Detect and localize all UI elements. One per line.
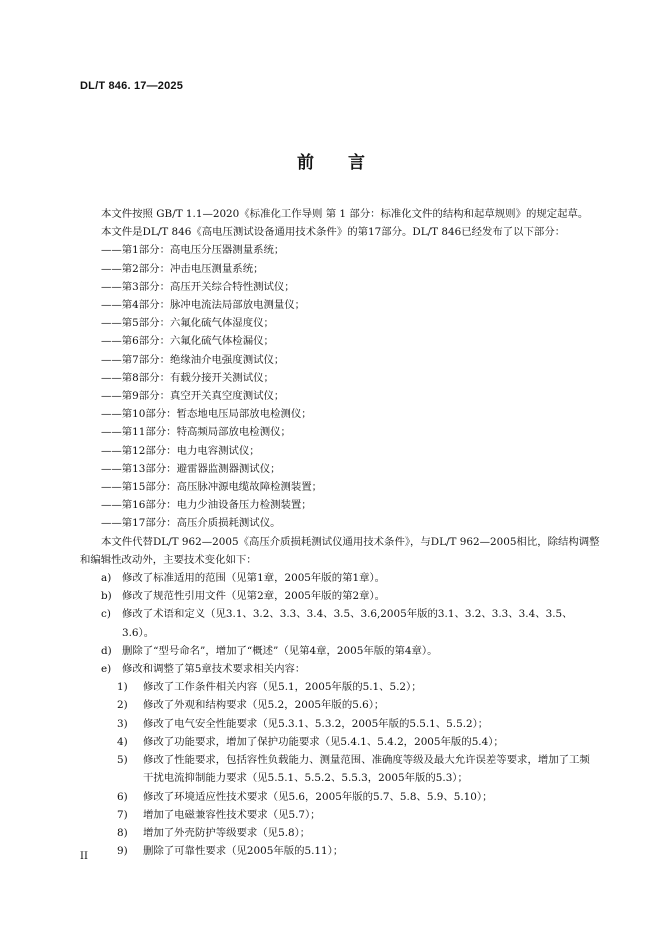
subchange-item-text: 修改了外观和结构要求（见5.2，2005年版的5.6）； [143,699,385,712]
subchange-item-number: 5) [117,754,128,767]
list-item: ——第12部分：电力电容测试仪； [101,444,260,457]
document-body [80,205,600,860]
subchanges-list [80,678,600,860]
subchange-item [80,678,600,696]
subchange-item [80,824,600,842]
list-item: ——第1部分：高电压分压器测量系统； [101,244,285,257]
list-item: ——第11部分：特高频局部放电检测仪； [101,426,291,439]
subchange-item-text: 修改了功能要求，增加了保护功能要求（见5.4.1、5.4.2，2005年版的5.4）； [143,735,504,748]
subchange-item-number: 8) [117,826,128,839]
title-char-2: 言 [348,153,365,173]
subchange-item [80,751,600,787]
change-item [80,587,600,605]
intro-paragraph-2: 本文件是DL/T 846《高电压测试设备通用技术条件》的第17部分。DL/T 846已经发布了以下部分： [101,226,566,239]
subchange-item-text: 修改了环境适应性技术要求（见5.6，2005年版的5.7、5.8、5.9、5.10）； [143,790,493,803]
list-item: ——第5部分：六氟化硫气体湿度仪； [101,317,274,330]
subchange-item-number: 9) [117,845,128,858]
list-item: ——第10部分：暂态地电压局部放电检测仪； [101,408,312,421]
subchange-item [80,806,600,824]
change-item-number: e) [101,663,112,676]
list-item: ——第13部分：避雷器监测器测试仪； [101,462,281,475]
changes-list [80,569,600,678]
change-item [80,642,600,660]
subchange-item-number: 1) [117,681,128,694]
list-item: ——第3部分：高压开关综合特性测试仪； [101,280,295,293]
change-item [80,660,600,678]
title-char-1: 前 [297,153,314,173]
list-item: ——第15部分：高压脉冲源电缆故障检测装置； [101,481,323,494]
change-item-text: 修改了术语和定义（见3.1、3.2、3.3、3.4、3.5、3.6,2005年版的3.1、3.2、3.3、3.4、3.5、3.6）。 [122,608,573,639]
subchange-item [80,788,600,806]
change-item-text: 修改和调整了第5章技术要求相关内容： [122,663,306,676]
list-item: ——第2部分：冲击电压测量系统； [101,262,264,275]
change-item [80,605,600,641]
change-item-text: 删除了“型号命名”，增加了“概述”（见第4章，2005年版的第4章）。 [122,644,438,657]
intro-paragraph-1: 本文件按照 GB/T 1.1—2020《标准化工作导则 第 1 部分：标准化文件的结构和起草规则》的规定起草。 [101,208,589,220]
subchange-item-text: 修改了性能要求，包括容性负载能力、测量范围、准确度等级及最大允许误差等要求，增加了工频干扰电流抑制能力要求（见5.5.1、5.5.2、5.5.3，2005年版的5.3）； [143,754,590,785]
page-number: II [80,851,88,862]
list-item: ——第9部分：真空开关真空度测试仪； [101,390,285,403]
subchange-item [80,715,600,733]
replacement-paragraph: 本文件代替DL/T 962—2005《高压介质损耗测试仪通用技术条件》，与DL/T 962—2005相比，除结构调整和编辑性改动外，主要技术变化如下： [80,535,600,566]
change-item-number: c) [101,608,111,621]
subchange-item [80,733,600,751]
change-item-text: 修改了标准适用的范围（见第1章，2005年版的第1章）。 [122,572,386,585]
subchange-item-number: 6) [117,790,128,803]
subchange-item [80,696,600,714]
subchange-item [80,842,600,860]
list-item: ——第8部分：有载分接开关测试仪； [101,371,274,384]
subchange-item-number: 7) [117,808,128,821]
change-item-number: a) [101,572,112,585]
change-item-number: b) [101,590,112,603]
subchange-item-text: 增加了外壳防护等级要求（见5.8）； [143,826,311,839]
subchange-item-text: 修改了电气安全性能要求（见5.3.1、5.3.2，2005年版的5.5.1、5.5.2）； [143,717,489,730]
subchange-item-number: 4) [117,735,128,748]
subchange-item-text: 修改了工作条件相关内容（见5.1，2005年版的5.1、5.2）； [143,681,422,694]
subchange-item-number: 3) [117,717,128,730]
document-code-header: DL/T 846. 17—2025 [80,80,184,92]
list-item: ——第4部分：脉冲电流法局部放电测量仪； [101,299,306,312]
list-item: ——第16部分：电力少油设备压力检测装置； [101,499,312,512]
list-item: ——第6部分：六氟化硫气体检漏仪； [101,335,274,348]
list-item: ——第17部分：高压介质损耗测试仪。 [101,517,281,530]
subchange-item-number: 2) [117,699,128,712]
change-item-number: d) [101,644,112,657]
change-item [80,569,600,587]
page-title [0,148,662,173]
parts-list [80,241,600,532]
subchange-item-text: 删除了可靠性要求（见2005年版的5.11）； [143,845,344,858]
subchange-item-text: 增加了电磁兼容性技术要求（见5.7）； [143,808,321,821]
change-item-text: 修改了规范性引用文件（见第2章，2005年版的第2章）。 [122,590,386,603]
list-item: ——第7部分：绝缘油介电强度测试仪； [101,353,285,366]
